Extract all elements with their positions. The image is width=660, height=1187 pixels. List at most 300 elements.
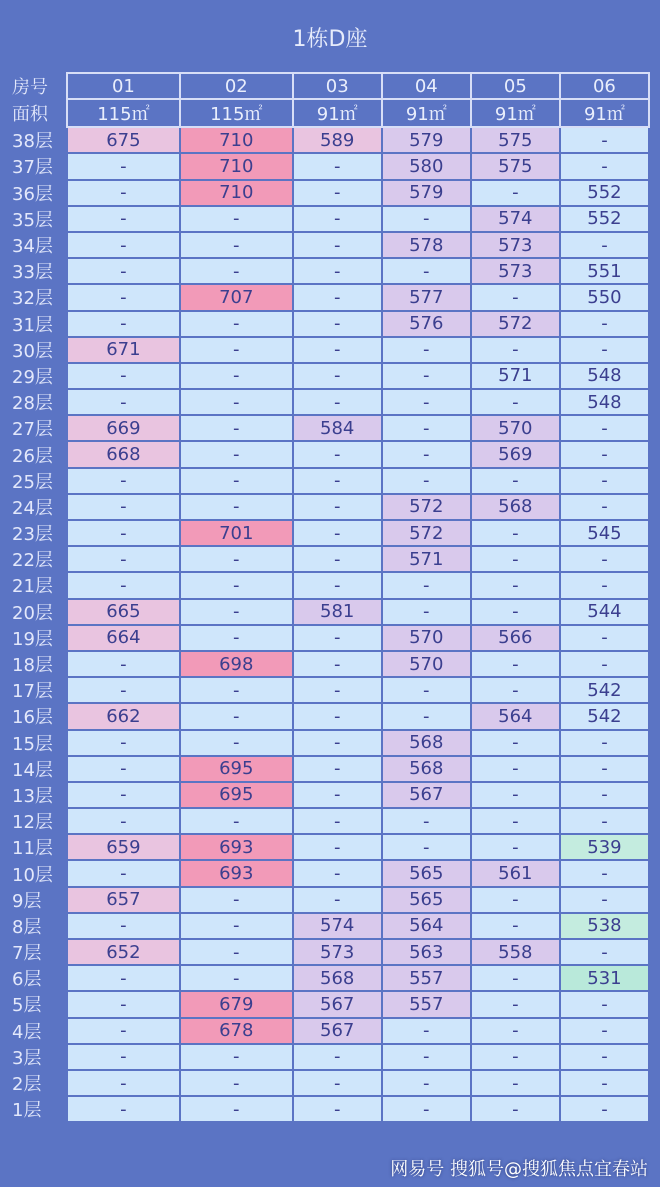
price-cell: 572 — [471, 311, 560, 337]
price-cell: - — [67, 546, 180, 572]
price-cell: - — [67, 782, 180, 808]
floor-row — [10, 703, 649, 729]
price-cell: - — [180, 258, 293, 284]
price-cell: 693 — [180, 860, 293, 886]
price-cell: - — [180, 939, 293, 965]
price-cell: - — [293, 1096, 382, 1122]
price-cell: - — [471, 991, 560, 1017]
price-cell: - — [471, 651, 560, 677]
price-cell: - — [560, 887, 649, 913]
price-cell: 577 — [382, 284, 471, 310]
price-cell: - — [180, 730, 293, 756]
floor-label: 8层 — [12, 916, 42, 938]
price-cell: - — [67, 284, 180, 310]
price-cell: 710 — [180, 153, 293, 179]
price-cell: - — [560, 415, 649, 441]
price-cell: 662 — [67, 703, 180, 729]
price-cell: - — [382, 206, 471, 232]
area-header-cell: 115㎡ — [67, 99, 180, 127]
price-cell: - — [67, 232, 180, 258]
floor-row — [10, 860, 649, 886]
floor-row — [10, 389, 649, 415]
price-cell: 570 — [471, 415, 560, 441]
price-cell: - — [293, 468, 382, 494]
price-cell: - — [180, 363, 293, 389]
floor-row — [10, 677, 649, 703]
floor-row — [10, 991, 649, 1017]
price-cell: - — [180, 415, 293, 441]
price-cell: 550 — [560, 284, 649, 310]
price-cell: 565 — [382, 860, 471, 886]
price-cell: 575 — [471, 127, 560, 153]
price-cell: - — [471, 730, 560, 756]
price-cell: - — [293, 494, 382, 520]
area-header-cell: 91㎡ — [382, 99, 471, 127]
price-cell: 551 — [560, 258, 649, 284]
price-cell: - — [293, 572, 382, 598]
floor-row — [10, 127, 649, 153]
price-cell: 576 — [382, 311, 471, 337]
price-cell: - — [67, 651, 180, 677]
price-cell: - — [293, 756, 382, 782]
price-cell: 566 — [471, 625, 560, 651]
price-cell: - — [560, 1096, 649, 1122]
floor-row — [10, 887, 649, 913]
floor-label: 36层 — [12, 183, 53, 205]
price-cell: 571 — [471, 363, 560, 389]
price-cell: 567 — [293, 991, 382, 1017]
floor-row — [10, 782, 649, 808]
price-cell: - — [67, 1044, 180, 1070]
price-cell: - — [67, 468, 180, 494]
price-cell: - — [67, 258, 180, 284]
price-cell: - — [180, 337, 293, 363]
price-cell: - — [67, 494, 180, 520]
price-cell: - — [471, 520, 560, 546]
unit-header-cell: 06 — [560, 73, 649, 99]
price-cell: 539 — [560, 834, 649, 860]
price-cell: - — [471, 677, 560, 703]
area-header-cell: 91㎡ — [471, 99, 560, 127]
floor-label: 14层 — [12, 759, 53, 781]
price-cell: 675 — [67, 127, 180, 153]
price-cell: - — [67, 206, 180, 232]
price-cell: - — [293, 651, 382, 677]
price-cell: - — [560, 468, 649, 494]
price-cell: 570 — [382, 651, 471, 677]
price-cell: 568 — [382, 730, 471, 756]
floor-row — [10, 441, 649, 467]
price-cell: - — [293, 860, 382, 886]
price-cell: - — [471, 546, 560, 572]
price-cell: - — [471, 572, 560, 598]
floor-label: 9层 — [12, 890, 42, 912]
price-cell: - — [293, 284, 382, 310]
price-cell: - — [560, 991, 649, 1017]
price-cell: - — [560, 1018, 649, 1044]
price-cell: - — [560, 1044, 649, 1070]
price-cell: - — [67, 389, 180, 415]
floor-label: 32层 — [12, 288, 53, 310]
floor-row — [10, 468, 649, 494]
unit-header-cell: 05 — [471, 73, 560, 99]
floor-label: 25层 — [12, 471, 53, 493]
price-cell: 575 — [471, 153, 560, 179]
floor-label: 19层 — [12, 628, 53, 650]
price-cell: - — [382, 441, 471, 467]
price-cell: 542 — [560, 703, 649, 729]
price-cell: - — [560, 441, 649, 467]
floor-label: 31层 — [12, 314, 53, 336]
price-cell: 569 — [471, 441, 560, 467]
price-cell: - — [560, 651, 649, 677]
unit-header-cell: 01 — [67, 73, 180, 99]
price-cell: 538 — [560, 913, 649, 939]
floor-row — [10, 913, 649, 939]
price-cell: - — [560, 939, 649, 965]
price-cell: - — [180, 913, 293, 939]
price-cell: 552 — [560, 206, 649, 232]
price-cell: - — [67, 860, 180, 886]
floor-label: 30层 — [12, 340, 53, 362]
price-table — [10, 72, 650, 1123]
floor-row — [10, 180, 649, 206]
price-cell: - — [293, 677, 382, 703]
price-cell: - — [180, 965, 293, 991]
price-cell: - — [382, 677, 471, 703]
floor-row — [10, 494, 649, 520]
area-header-cell: 91㎡ — [293, 99, 382, 127]
unit-header-cell: 03 — [293, 73, 382, 99]
floor-row — [10, 415, 649, 441]
floor-label: 7层 — [12, 943, 42, 965]
price-cell: - — [471, 284, 560, 310]
price-cell: 571 — [382, 546, 471, 572]
price-cell: - — [67, 808, 180, 834]
floor-label: 16层 — [12, 707, 53, 729]
price-cell: 568 — [382, 756, 471, 782]
price-cell: - — [293, 389, 382, 415]
price-cell: - — [180, 887, 293, 913]
price-cell: 668 — [67, 441, 180, 467]
price-cell: - — [471, 389, 560, 415]
floor-label: 20层 — [12, 602, 53, 624]
area-header-label: 面积 — [12, 104, 48, 126]
price-cell: - — [560, 756, 649, 782]
price-cell: - — [560, 232, 649, 258]
floor-row — [10, 363, 649, 389]
price-cell: 573 — [471, 232, 560, 258]
price-cell: - — [471, 468, 560, 494]
price-cell: 557 — [382, 965, 471, 991]
price-cell: 548 — [560, 389, 649, 415]
price-cell: - — [471, 887, 560, 913]
price-cell: 698 — [180, 651, 293, 677]
price-cell: 579 — [382, 127, 471, 153]
price-cell: 580 — [382, 153, 471, 179]
price-cell: - — [560, 1070, 649, 1096]
floor-label: 6层 — [12, 969, 42, 991]
price-cell: - — [67, 180, 180, 206]
floor-label: 26层 — [12, 445, 53, 467]
price-cell: 707 — [180, 284, 293, 310]
floor-label: 4层 — [12, 1021, 42, 1043]
price-cell: 548 — [560, 363, 649, 389]
price-cell: - — [471, 599, 560, 625]
price-cell: 574 — [293, 913, 382, 939]
price-cell: - — [293, 808, 382, 834]
floor-row — [10, 651, 649, 677]
price-cell: - — [293, 1044, 382, 1070]
price-cell: 542 — [560, 677, 649, 703]
price-cell: - — [382, 703, 471, 729]
price-cell: - — [293, 311, 382, 337]
floor-row — [10, 1070, 649, 1096]
price-cell: 710 — [180, 180, 293, 206]
price-cell: 574 — [471, 206, 560, 232]
price-cell: - — [180, 441, 293, 467]
floor-row — [10, 756, 649, 782]
price-cell: - — [560, 782, 649, 808]
price-cell: - — [180, 625, 293, 651]
price-cell: - — [560, 153, 649, 179]
price-cell: 652 — [67, 939, 180, 965]
floor-row — [10, 1044, 649, 1070]
floor-row — [10, 311, 649, 337]
price-cell: - — [382, 1070, 471, 1096]
floor-label: 34层 — [12, 236, 53, 258]
price-cell: - — [560, 127, 649, 153]
area-header-row — [10, 99, 649, 127]
price-cell: - — [560, 311, 649, 337]
price-cell: - — [382, 1044, 471, 1070]
floor-label: 13层 — [12, 785, 53, 807]
price-cell: - — [67, 991, 180, 1017]
price-cell: 679 — [180, 991, 293, 1017]
floor-label: 11层 — [12, 838, 53, 860]
floor-label: 5层 — [12, 995, 42, 1017]
price-cell: - — [293, 887, 382, 913]
price-cell: - — [560, 730, 649, 756]
price-cell: - — [471, 808, 560, 834]
price-cell: 572 — [382, 520, 471, 546]
price-cell: - — [382, 389, 471, 415]
price-cell: - — [293, 337, 382, 363]
unit-header-row — [10, 73, 649, 99]
floor-row — [10, 284, 649, 310]
price-cell: - — [67, 311, 180, 337]
floor-row — [10, 625, 649, 651]
price-cell: 659 — [67, 834, 180, 860]
price-cell: - — [180, 1096, 293, 1122]
price-cell: 701 — [180, 520, 293, 546]
price-cell: - — [293, 258, 382, 284]
price-cell: 564 — [471, 703, 560, 729]
price-cell: - — [382, 415, 471, 441]
price-cell: - — [180, 1070, 293, 1096]
price-cell: - — [471, 756, 560, 782]
price-cell: - — [67, 572, 180, 598]
floor-label: 1层 — [12, 1100, 42, 1122]
unit-header-cell: 02 — [180, 73, 293, 99]
price-cell: 568 — [293, 965, 382, 991]
price-cell: 567 — [293, 1018, 382, 1044]
price-cell: 665 — [67, 599, 180, 625]
floor-row — [10, 1018, 649, 1044]
floor-label: 38层 — [12, 131, 53, 153]
floor-label: 23层 — [12, 524, 53, 546]
floor-row — [10, 1096, 649, 1122]
price-cell: 544 — [560, 599, 649, 625]
price-cell: - — [293, 703, 382, 729]
price-cell: - — [560, 494, 649, 520]
price-cell: - — [293, 730, 382, 756]
floor-label: 33层 — [12, 262, 53, 284]
price-cell: 557 — [382, 991, 471, 1017]
price-cell: 581 — [293, 599, 382, 625]
price-cell: - — [293, 1070, 382, 1096]
price-cell: - — [293, 625, 382, 651]
price-cell: 657 — [67, 887, 180, 913]
price-cell: - — [471, 180, 560, 206]
floor-row — [10, 808, 649, 834]
price-cell: 573 — [471, 258, 560, 284]
floor-label: 35层 — [12, 209, 53, 231]
price-cell: - — [180, 572, 293, 598]
price-cell: 671 — [67, 337, 180, 363]
price-cell: - — [382, 834, 471, 860]
price-cell: - — [471, 337, 560, 363]
price-cell: 695 — [180, 782, 293, 808]
price-cell: 567 — [382, 782, 471, 808]
price-cell: 584 — [293, 415, 382, 441]
price-cell: 579 — [382, 180, 471, 206]
floor-label: 18层 — [12, 655, 53, 677]
unit-header-label: 房号 — [12, 77, 48, 99]
price-cell: - — [67, 1070, 180, 1096]
price-cell: - — [560, 625, 649, 651]
price-cell: - — [67, 677, 180, 703]
floor-row — [10, 206, 649, 232]
price-cell: - — [67, 965, 180, 991]
price-cell: - — [293, 153, 382, 179]
floor-label: 10层 — [12, 864, 53, 886]
price-cell: - — [293, 520, 382, 546]
price-cell: 664 — [67, 625, 180, 651]
price-cell: - — [180, 546, 293, 572]
price-cell: - — [180, 808, 293, 834]
price-cell: - — [560, 808, 649, 834]
floor-label: 12层 — [12, 812, 53, 834]
floor-label: 21层 — [12, 576, 53, 598]
floor-row — [10, 546, 649, 572]
price-cell: - — [382, 258, 471, 284]
price-cell: 589 — [293, 127, 382, 153]
price-cell: - — [382, 572, 471, 598]
price-cell: - — [67, 520, 180, 546]
floor-row — [10, 939, 649, 965]
floor-row — [10, 337, 649, 363]
floor-label: 27层 — [12, 419, 53, 441]
price-cell: - — [180, 389, 293, 415]
price-cell: - — [180, 311, 293, 337]
price-cell: - — [471, 965, 560, 991]
price-cell: - — [471, 782, 560, 808]
price-cell: - — [293, 441, 382, 467]
floor-row — [10, 572, 649, 598]
floor-label: 28层 — [12, 393, 53, 415]
price-cell: - — [382, 363, 471, 389]
price-cell: 558 — [471, 939, 560, 965]
floor-label: 2层 — [12, 1074, 42, 1096]
price-cell: - — [67, 756, 180, 782]
price-cell: 578 — [382, 232, 471, 258]
area-header-cell: 91㎡ — [560, 99, 649, 127]
price-cell: - — [67, 913, 180, 939]
floor-label: 37层 — [12, 157, 53, 179]
price-cell: - — [471, 1070, 560, 1096]
price-cell: - — [293, 782, 382, 808]
price-cell: - — [180, 232, 293, 258]
floor-label: 29层 — [12, 366, 53, 388]
area-header-cell: 115㎡ — [180, 99, 293, 127]
floor-row — [10, 258, 649, 284]
price-cell: - — [293, 206, 382, 232]
price-cell: - — [293, 180, 382, 206]
price-cell: 695 — [180, 756, 293, 782]
watermark: 网易号 搜狐号@搜狐焦点宜春站 — [390, 1159, 648, 1180]
building-title: 1栋D座 — [292, 27, 368, 52]
price-cell: - — [382, 808, 471, 834]
floor-row — [10, 153, 649, 179]
price-cell: - — [471, 913, 560, 939]
floor-label: 17层 — [12, 681, 53, 703]
floor-row — [10, 834, 649, 860]
price-cell: - — [180, 1044, 293, 1070]
price-cell: - — [180, 468, 293, 494]
price-cell: 669 — [67, 415, 180, 441]
price-cell: 568 — [471, 494, 560, 520]
price-cell: - — [293, 834, 382, 860]
price-cell: 573 — [293, 939, 382, 965]
floor-label: 22层 — [12, 550, 53, 572]
price-cell: - — [180, 599, 293, 625]
price-cell: 531 — [560, 965, 649, 991]
floor-row — [10, 520, 649, 546]
price-cell: - — [382, 599, 471, 625]
price-cell: - — [471, 834, 560, 860]
price-cell: 570 — [382, 625, 471, 651]
price-cell: 678 — [180, 1018, 293, 1044]
price-cell: - — [293, 232, 382, 258]
price-cell: 563 — [382, 939, 471, 965]
price-cell: - — [67, 363, 180, 389]
floor-row — [10, 232, 649, 258]
unit-header-cell: 04 — [382, 73, 471, 99]
price-cell: - — [471, 1096, 560, 1122]
price-cell: 545 — [560, 520, 649, 546]
price-cell: - — [471, 1044, 560, 1070]
floor-label: 3层 — [12, 1047, 42, 1069]
price-cell: 693 — [180, 834, 293, 860]
price-cell: - — [180, 494, 293, 520]
price-cell: - — [560, 546, 649, 572]
price-cell: - — [180, 677, 293, 703]
price-cell: - — [382, 1018, 471, 1044]
floor-row — [10, 599, 649, 625]
price-cell: - — [382, 337, 471, 363]
floor-label: 15层 — [12, 733, 53, 755]
